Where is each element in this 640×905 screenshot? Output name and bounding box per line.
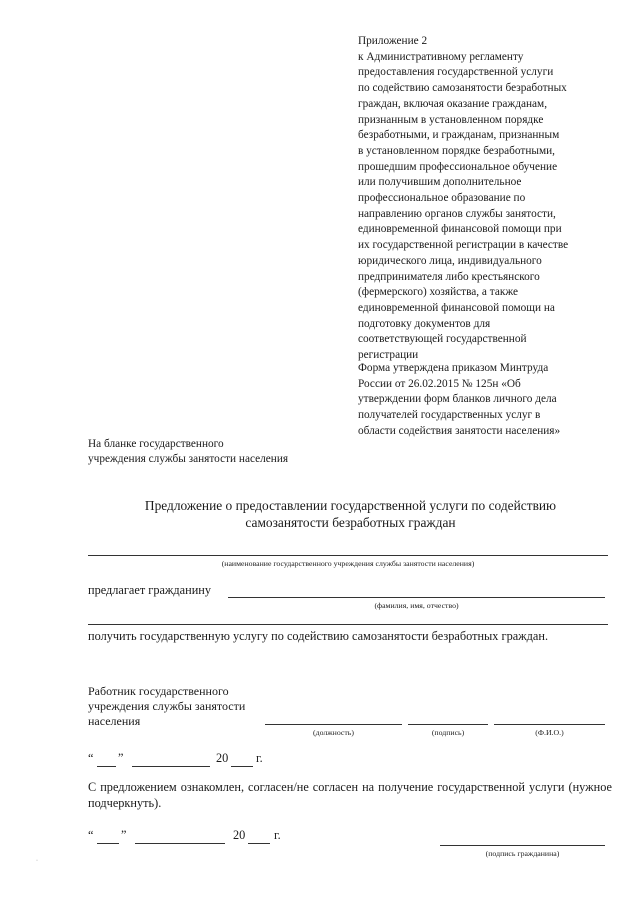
annex-line: в установленном порядке безработными,	[358, 144, 555, 157]
annex-line: их государственной регистрации в качестве	[358, 239, 569, 252]
citizen-signature-caption: (подпись гражданина)	[485, 849, 560, 858]
annex-line: регистрации	[358, 349, 419, 362]
annex-line: или получившим дополнительное	[358, 176, 522, 189]
annex-line: Приложение 2	[358, 35, 428, 47]
citizen-date-close-quote: ”	[121, 828, 127, 842]
date-open-quote: “	[88, 751, 94, 765]
citizen-date-day-line[interactable]	[97, 843, 119, 844]
position-caption: (должность)	[313, 728, 354, 737]
annex-line: предпринимателя либо крестьянского	[358, 270, 540, 283]
annex-line: безработными, и гражданам, признанным	[358, 129, 560, 142]
form-approval-note	[358, 361, 620, 440]
form-note-line: получателей государственных услуг в	[358, 409, 541, 422]
annex-line: по содействию самозанятости безработных	[358, 82, 567, 95]
annex-line: юридического лица, индивидуального	[358, 254, 542, 267]
receive-service-text: получить государственную услугу по содействию самозанятости безработных граждан.	[88, 629, 549, 643]
offers-label: предлагает гражданину	[88, 583, 212, 597]
letterhead-line: На бланке государственного	[88, 438, 224, 450]
citizen-name-line[interactable]	[228, 597, 605, 598]
document-title	[88, 497, 613, 531]
annex-line: (фермерского) хозяйства, а также	[358, 286, 519, 299]
agency-name-line[interactable]	[88, 555, 608, 556]
date-year-line[interactable]	[231, 766, 253, 767]
margin-mark: ·	[36, 858, 38, 864]
date-year-suffix: г.	[256, 751, 263, 765]
annex-line: к Административному регламенту	[358, 50, 524, 63]
date-month-line[interactable]	[132, 766, 210, 767]
citizen-name-continuation-line[interactable]	[88, 624, 608, 625]
consent-text: С предложением ознакомлен, согласен/не согласен на получение государственной услуги (нужное подчеркнуть).	[88, 780, 612, 810]
annex-line: граждан, включая оказание гражданам,	[358, 97, 548, 110]
citizen-date-year-line[interactable]	[248, 843, 270, 844]
form-note-line: утверждении форм бланков личного дела	[358, 393, 557, 406]
letterhead-line: учреждения службы занятости населения	[88, 452, 289, 465]
annex-line: предоставления государственной услуги	[358, 66, 554, 79]
citizen-date-open-quote: “	[88, 828, 94, 842]
annex-line: соответствующей государственной	[358, 333, 527, 346]
citizen-signature-line[interactable]	[440, 845, 605, 846]
annex-header	[358, 34, 620, 364]
worker-label-line: населения	[88, 714, 141, 728]
form-note-line: Форма утверждена приказом Минтруда	[358, 362, 549, 374]
citizen-date-year-prefix: 20	[233, 828, 246, 842]
title-line: самозанятости безработных граждан	[245, 515, 456, 530]
citizen-date-year-suffix: г.	[274, 828, 281, 842]
letterhead-note	[88, 437, 288, 466]
agency-name-caption: (наименование государственного учреждения службы занятости населения)	[221, 559, 475, 568]
annex-line: направлению органов службы занятости,	[358, 207, 556, 220]
annex-line: признанным в установленном порядке	[358, 113, 544, 126]
form-note-line: области содействия занятости населения»	[358, 424, 561, 437]
citizen-date-month-line[interactable]	[135, 843, 225, 844]
worker-signature-line[interactable]	[408, 724, 488, 725]
date-close-quote: ”	[118, 751, 124, 765]
signature-caption: (подпись)	[431, 728, 465, 737]
worker-label	[88, 684, 245, 729]
date-day-line[interactable]	[97, 766, 116, 767]
annex-line: единовременной финансовой помощи на	[358, 301, 555, 314]
form-note-line: России от 26.02.2015 № 125н «Об	[358, 377, 521, 390]
citizen-name-caption: (фамилия, имя, отчество)	[374, 601, 459, 610]
worker-label-line: Работник государственного	[88, 684, 229, 698]
date-year-prefix: 20	[216, 751, 229, 765]
annex-line: прошедшим профессиональное обучение	[358, 160, 558, 173]
annex-line: единовременной финансовой помощи при	[358, 223, 562, 236]
annex-line: профессиональное образование по	[358, 192, 526, 205]
fio-caption: (Ф.И.О.)	[535, 728, 564, 737]
worker-fio-line[interactable]	[494, 724, 605, 725]
worker-position-line[interactable]	[265, 724, 402, 725]
title-line: Предложение о предоставлении государственной услуги по содействию	[144, 498, 557, 513]
annex-line: подготовку документов для	[358, 317, 491, 330]
worker-label-line: учреждения службы занятости	[88, 699, 246, 713]
